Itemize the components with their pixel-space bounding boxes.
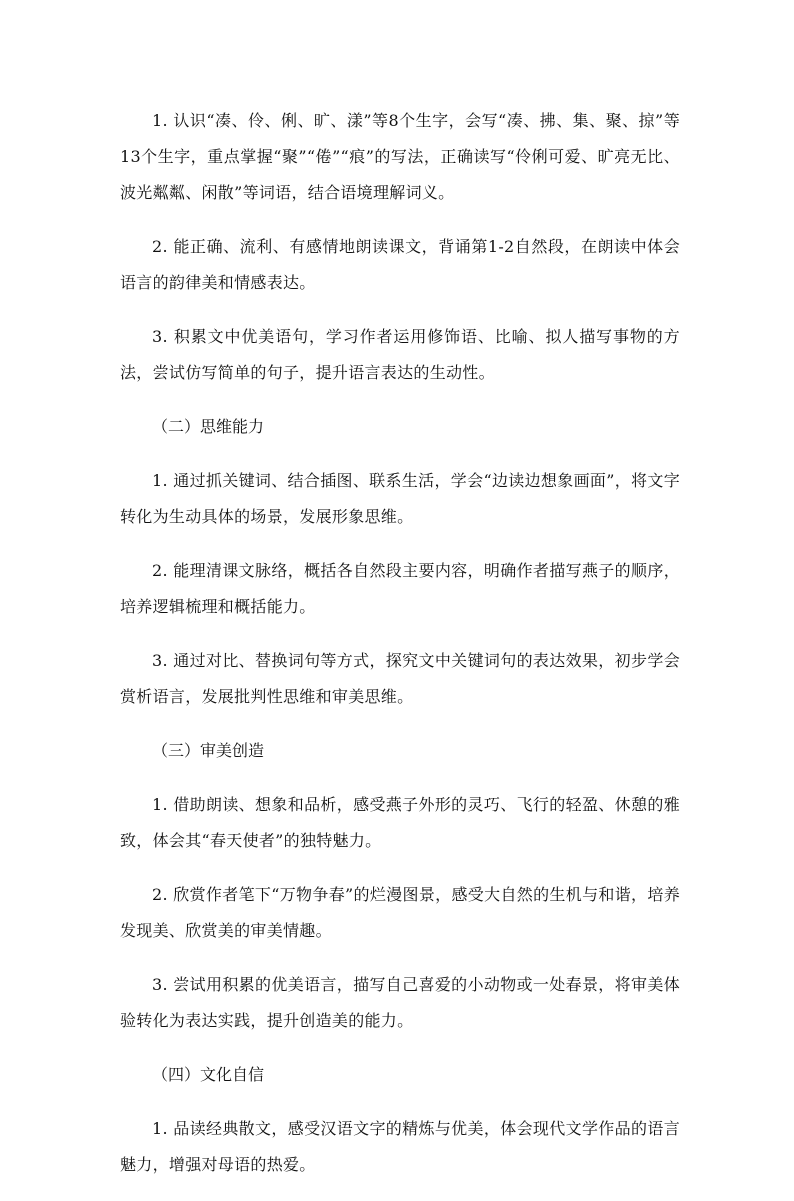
objective-2-3: 3. 通过对比、替换词句等方式，探究文中关键词句的表达效果，初步学会赏析语言，发展批判性思维和审美思维。 xyxy=(120,651,680,706)
section-heading-thinking: （二）思维能力 xyxy=(152,417,265,436)
objective-3-3: 3. 尝试用积累的优美语言，描写自己喜爱的小动物或一处春景，将审美体验转化为表达实践，提升创造美的能力。 xyxy=(120,975,680,1030)
section-heading-aesthetic: （三）审美创造 xyxy=(152,741,265,760)
document-body xyxy=(120,103,680,1201)
objective-1-3: 3. 积累文中优美语句，学习作者运用修饰语、比喻、拟人描写事物的方法，尝试仿写简单的句子，提升语言表达的生动性。 xyxy=(120,327,680,382)
objective-2-2: 2. 能理清课文脉络，概括各自然段主要内容，明确作者描写燕子的顺序，培养逻辑梳理和概括能力。 xyxy=(120,561,680,616)
objective-3-1: 1. 借助朗读、想象和品析，感受燕子外形的灵巧、飞行的轻盈、休憩的雅致，体会其“春天使者”的独特魅力。 xyxy=(120,795,680,850)
objective-1-2: 2. 能正确、流利、有感情地朗读课文，背诵第1-2自然段，在朗读中体会语言的韵律美和情感表达。 xyxy=(120,237,680,292)
objective-3-2: 2. 欣赏作者笔下“万物争春”的烂漫图景，感受大自然的生机与和谐，培养发现美、欣赏美的审美情趣。 xyxy=(120,885,680,940)
objective-4-1: 1. 品读经典散文，感受汉语文字的精炼与优美，体会现代文学作品的语言魅力，增强对母语的热爱。 xyxy=(120,1119,680,1174)
section-heading-culture: （四）文化自信 xyxy=(152,1065,265,1084)
objective-2-1: 1. 通过抓关键词、结合插图、联系生活，学会“边读边想象画面”，将文字转化为生动具体的场景，发展形象思维。 xyxy=(120,471,680,526)
objective-1-1: 1. 认识“凑、伶、俐、旷、漾”等8个生字，会写“凑、拂、集、聚、掠”等13个生字，重点掌握“聚”“倦”“痕”的写法，正确读写“伶俐可爱、旷亮无比、波光粼粼、闲散”等词语，结合语境理解词义。 xyxy=(120,111,680,202)
